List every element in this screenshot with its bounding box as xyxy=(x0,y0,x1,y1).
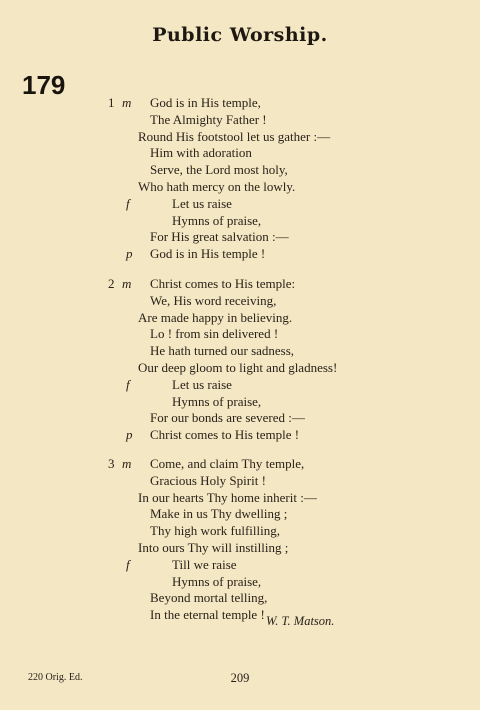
hymn-line: Are made happy in believing. xyxy=(138,309,293,325)
verse-number: 1 xyxy=(108,95,115,110)
page-header-title: Public Worship. xyxy=(152,24,328,46)
hymn-line: Hymns of praise, xyxy=(172,212,262,228)
hymn-line: Into ours Thy will instilling ; xyxy=(138,540,289,555)
hymn-line: Christ comes to His temple: xyxy=(150,276,296,291)
hymn-line: Make in us Thy dwelling ; xyxy=(150,506,288,522)
hymn-line: For our bonds are severed :— xyxy=(150,410,305,426)
dynamic-mark: m xyxy=(122,456,132,471)
dynamic-mark: p xyxy=(126,246,133,262)
hymn-line: Round His footstool let us gather :— xyxy=(138,128,331,144)
hymn-line: Lo ! from sin delivered ! xyxy=(150,326,279,342)
hymn-line: Gracious Holy Spirit ! xyxy=(150,472,266,488)
hymn-line: For His great salvation :— xyxy=(150,229,289,245)
hymn-line: Hymns of praise, xyxy=(172,573,262,589)
hymn-line: Hymns of praise, xyxy=(172,393,262,409)
hymn-line: Our deep gloom to light and gladness! xyxy=(138,360,338,375)
dynamic-mark: f xyxy=(126,376,130,392)
dynamic-mark: f xyxy=(126,556,130,572)
dynamic-mark: f xyxy=(126,195,130,211)
hymn-line: In the eternal temple ! xyxy=(150,607,265,623)
hymn-line: Come, and claim Thy temple, xyxy=(150,456,305,471)
hymn-line: Let us raise xyxy=(172,195,232,211)
hymn-line: God is in His temple, xyxy=(150,95,261,110)
hymn-line: In our hearts Thy home inherit :— xyxy=(138,489,317,505)
hymn-line: Thy high work fulfilling, xyxy=(150,523,280,539)
hymn-line: Who hath mercy on the lowly. xyxy=(138,179,296,194)
hymn-line: Let us raise xyxy=(172,376,232,392)
verse-number: 2 xyxy=(108,276,115,291)
hymn-line: Him with adoration xyxy=(150,145,252,161)
dynamic-mark: m xyxy=(122,95,132,110)
edition-note: 220 Orig. Ed. xyxy=(28,672,83,683)
hymn-line: We, His word receiving, xyxy=(150,292,277,308)
hymn-line: Christ comes to His temple ! xyxy=(150,427,300,443)
hymn-line: The Almighty Father ! xyxy=(150,111,267,127)
hymn-line: Till we raise xyxy=(172,556,237,572)
hymn-line: He hath turned our sadness, xyxy=(150,343,295,359)
hymn-line: God is in His temple ! xyxy=(150,246,266,262)
dynamic-mark: m xyxy=(122,276,132,291)
dynamic-mark: p xyxy=(126,427,133,443)
verse-number: 3 xyxy=(108,456,115,471)
hymn-line: Beyond mortal telling, xyxy=(150,590,268,606)
hymn-number: 179 xyxy=(22,70,66,100)
page-number: 209 xyxy=(230,671,250,685)
author-credit: W. T. Matson. xyxy=(266,614,335,628)
hymn-line: Serve, the Lord most holy, xyxy=(150,162,288,178)
